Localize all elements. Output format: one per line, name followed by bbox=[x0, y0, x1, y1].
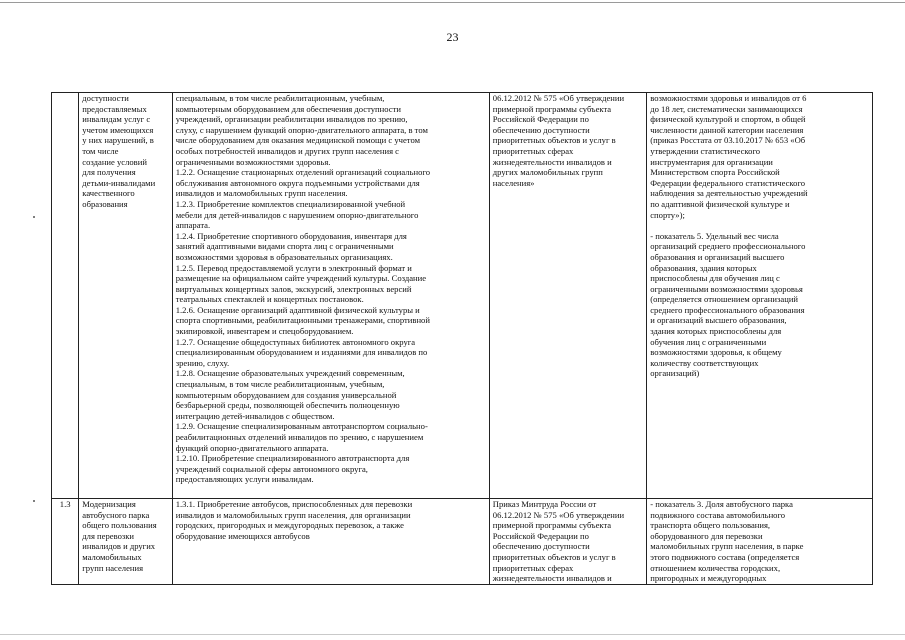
table-row bbox=[52, 499, 873, 585]
scan-speck bbox=[33, 500, 35, 502]
page-number: 23 bbox=[446, 30, 459, 44]
scan-speck bbox=[33, 216, 35, 218]
measures-cell: 1.3.1. Приобретение автобусов, приспособленных для перевозки инвалидов и маломобильных групп населения, для организации городских, пригородных и междугородных перевозок, а также оборудование имеющихся автобусов bbox=[172, 499, 489, 585]
row-number-cell: 1.3 bbox=[52, 499, 79, 585]
task-name-cell: доступности предоставляемых инвалидам услуг с учетом имеющихся у них нарушений, в том числе создание условий для получения детьми-инвалидами качественного образования bbox=[79, 93, 172, 499]
table-row bbox=[52, 93, 873, 499]
program-measures-table bbox=[51, 92, 873, 585]
measures-cell: специальным, в том числе реабилитационным, учебным, компьютерным оборудованием для обеспечения доступности учреждений, организации реабилитации инвалидов по зрению, слуху, с нарушением функций опорно-двигательного аппарата, в том числе оборудованием для оказания медицинской помощи с учетом особых потребностей инвалидов и других групп населения с ограниченными возможностями здоровья. 1.2.2. Оснащение стационарных отделений организаций социального обслуживания автономного округа подъемными устройствами для инвалидов и маломобильных групп населения. 1.2.3. Приобретение комплектов специализированной учебной мебели для детей-инвалидов с нарушением опорно-двигательного аппарата. 1.2.4. Приобретение спортивного оборудования, инвентаря для занятий адаптивными видами спорта лиц с ограниченными возможностями здоровья в образовательных организациях. 1.2.5. Перевод предоставляемой услуги в электронный формат и размещение на официальном сайте учреждений культуры. Создание виртуальных концертных залов, экскурсий, электронных версий театральных спектаклей и концертных постановок. 1.2.6. Оснащение организаций адаптивной физической культуры и спорта спортивными, реабилитационными тренажерами, спортивной экипировкой, инвентарем и спецоборудованием. 1.2.7. Оснащение общедоступных библиотек автономного округа специализированным оборудованием и изданиями для инвалидов по зрению, слуху. 1.2.8. Оснащение образовательных учреждений современным, специальным, в том числе реабилитационным, учебным, компьютерным оборудованием для создания универсальной безбарьерной среды, позволяющей обеспечить полноценную интеграцию детей-инвалидов с обществом. 1.2.9. Оснащение специализированным автотранспортом социально- реабилитационных отделений инвалидов по зрению, с нарушением функций опорно-двигательного аппарата. 1.2.10. Приобретение специализированного автотранспорта для учреждений социальной сферы автономного округа, предоставляющих услуги инвалидам. bbox=[172, 93, 489, 499]
row-number-cell bbox=[52, 93, 79, 499]
indicators-cell: - показатель 3. Доля автобусного парка подвижного состава автомобильного транспорта общего пользования, оборудованного для перевозки маломобильных групп населения, в парке этого подвижного состава (определяется отношением количества городских, пригородных и междугородных bbox=[647, 499, 873, 585]
task-name-cell: Модернизация автобусного парка общего пользования для перевозки инвалидов и других маломобильных групп населения bbox=[79, 499, 172, 585]
legal-document-cell: Приказ Минтруда России от 06.12.2012 № 575 «Об утверждении примерной программы субъекта Российской Федерации по обеспечению доступности приоритетных объектов и услуг в приоритетных сферах жизнедеятельности инвалидов и bbox=[489, 499, 646, 585]
legal-document-cell: 06.12.2012 № 575 «Об утверждении примерной программы субъекта Российской Федерации по обеспечению доступности приоритетных объектов и услуг в приоритетных сферах жизнедеятельности инвалидов и других маломобильных групп населения» bbox=[489, 93, 646, 499]
indicators-cell: возможностями здоровья и инвалидов от 6 до 18 лет, систематически занимающихся физической культурой и спортом, в общей численности данной категории населения (приказ Росстата от 03.10.2017 № 653 «Об утверждении статистического инструментария для организации Министерством спорта Российской Федерации федерального статистического наблюдения за деятельностью учреждений по адаптивной физической культуре и спорту»); - показатель 5. Удельный вес числа организаций среднего профессионального образования и организаций высшего образования, здания которых приспособлены для обучения лиц с ограниченными возможностями здоровья (определяется отношением организаций среднего профессионального образования и организаций высшего образования, здания которых приспособлены для обучения лиц с ограниченными возможностями здоровья, к общему количеству соответствующих организаций) bbox=[647, 93, 873, 499]
scan-bottom-edge bbox=[0, 634, 905, 635]
scan-top-edge bbox=[0, 2, 905, 3]
